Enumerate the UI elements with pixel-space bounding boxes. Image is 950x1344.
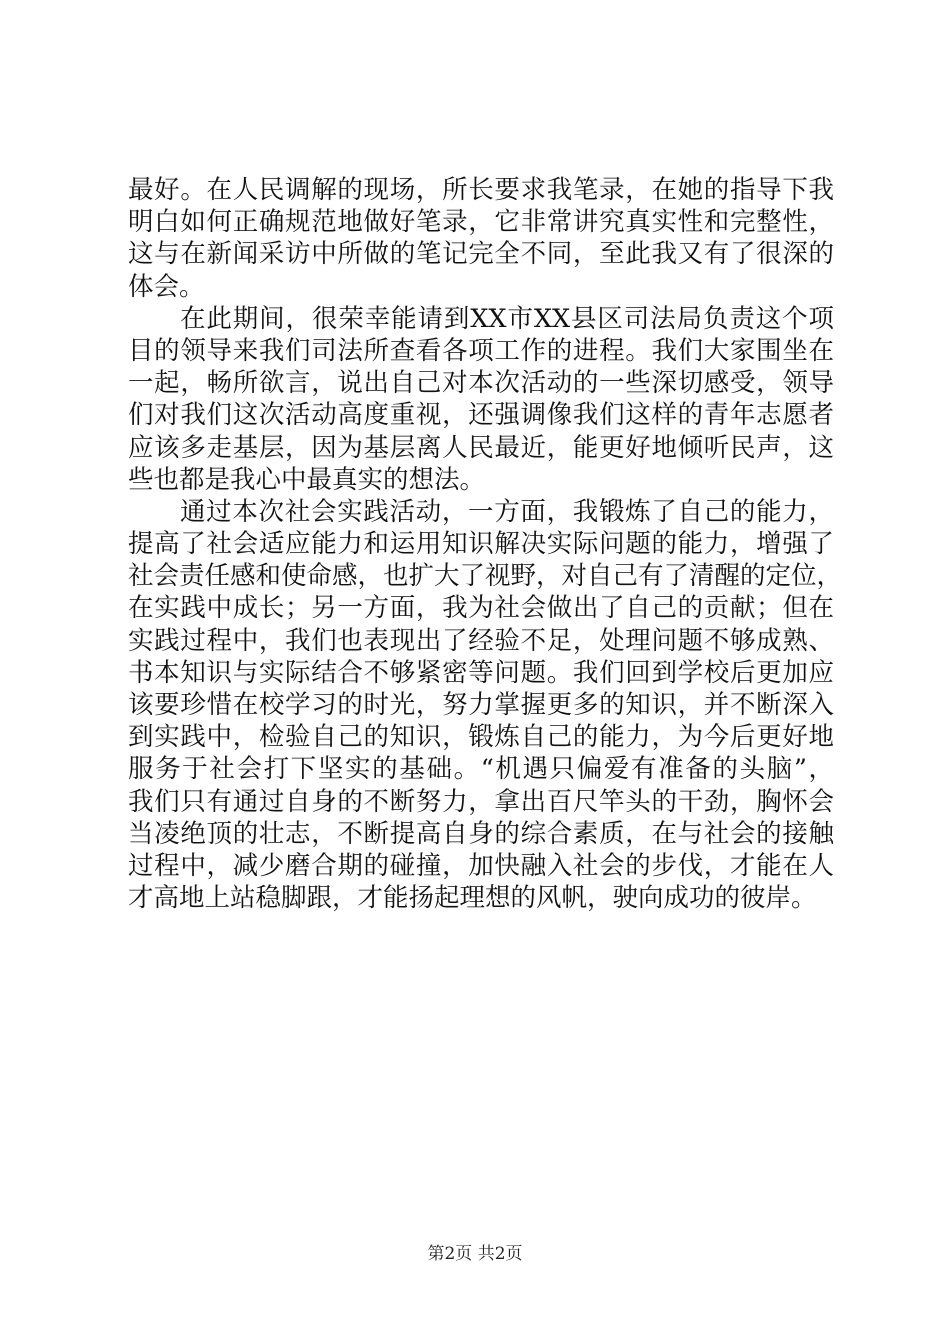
paragraph-3 [128,496,843,914]
text-line: 服务于社会打下坚实的基础。“机遇只偏爱有准备的头脑”， [128,754,834,785]
text-line: 明白如何正确规范地做好笔录，它非常讲究真实性和完整性， [128,207,834,238]
text-line: 体会。 [128,271,205,302]
text-line: 一起，畅所欲言，说出自己对本次活动的一些深切感受，领导 [128,368,834,399]
text-line: 我们只有通过自身的不断努力，拿出百尺竿头的干劲，胸怀会 [128,786,834,817]
text-line: 们对我们这次活动高度重视，还强调像我们这样的青年志愿者 [128,400,834,431]
text-line: 最好。在人民调解的现场，所长要求我笔录，在她的指导下我 [128,175,834,205]
text-line: 社会责任感和使命感，也扩大了视野，对自己有了清醒的定位， [128,561,843,592]
text-line: 些也都是我心中最真实的想法。 [128,464,486,495]
text-line: 在实践中成长；另一方面，我为社会做出了自己的贡献；但在 [128,593,834,624]
text-line: 在此期间，很荣幸能请到XX市XX县区司法局负责这个项 [180,303,834,334]
page-number-footer: 第2页 共2页 [427,1244,523,1264]
text-line: 当凌绝顶的壮志，不断提高自身的综合素质，在与社会的接触 [128,818,834,849]
paragraph-2 [128,303,834,496]
text-line: 过程中，减少磨合期的碰撞，加快融入社会的步伐，才能在人 [128,850,834,881]
text-line: 目的领导来我们司法所查看各项工作的进程。我们大家围坐在 [128,335,834,366]
text-line: 到实践中，检验自己的知识，锻炼自己的能力，为今后更好地 [128,722,834,753]
text-line: 书本知识与实际结合不够紧密等问题。我们回到学校后更加应 [128,657,834,688]
text-line: 实践过程中，我们也表现出了经验不足，处理问题不够成熟、 [128,625,834,656]
text-line: 该要珍惜在校学习的时光，努力掌握更多的知识，并不断深入 [128,690,834,720]
text-line: 才高地上站稳脚跟，才能扬起理想的风帆，驶向成功的彼岸。 [128,883,817,914]
text-line: 这与在新闻采访中所做的笔记完全不同，至此我又有了很深的 [128,239,834,270]
text-line: 应该多走基层，因为基层离人民最近，能更好地倾听民声，这 [128,432,834,463]
document-body [128,174,843,914]
paragraph-1 [128,174,834,303]
text-line: 提高了社会适应能力和运用知识解决实际问题的能力，增强了 [128,529,834,560]
text-line: 通过本次社会实践活动，一方面，我锻炼了自己的能力， [180,496,834,527]
